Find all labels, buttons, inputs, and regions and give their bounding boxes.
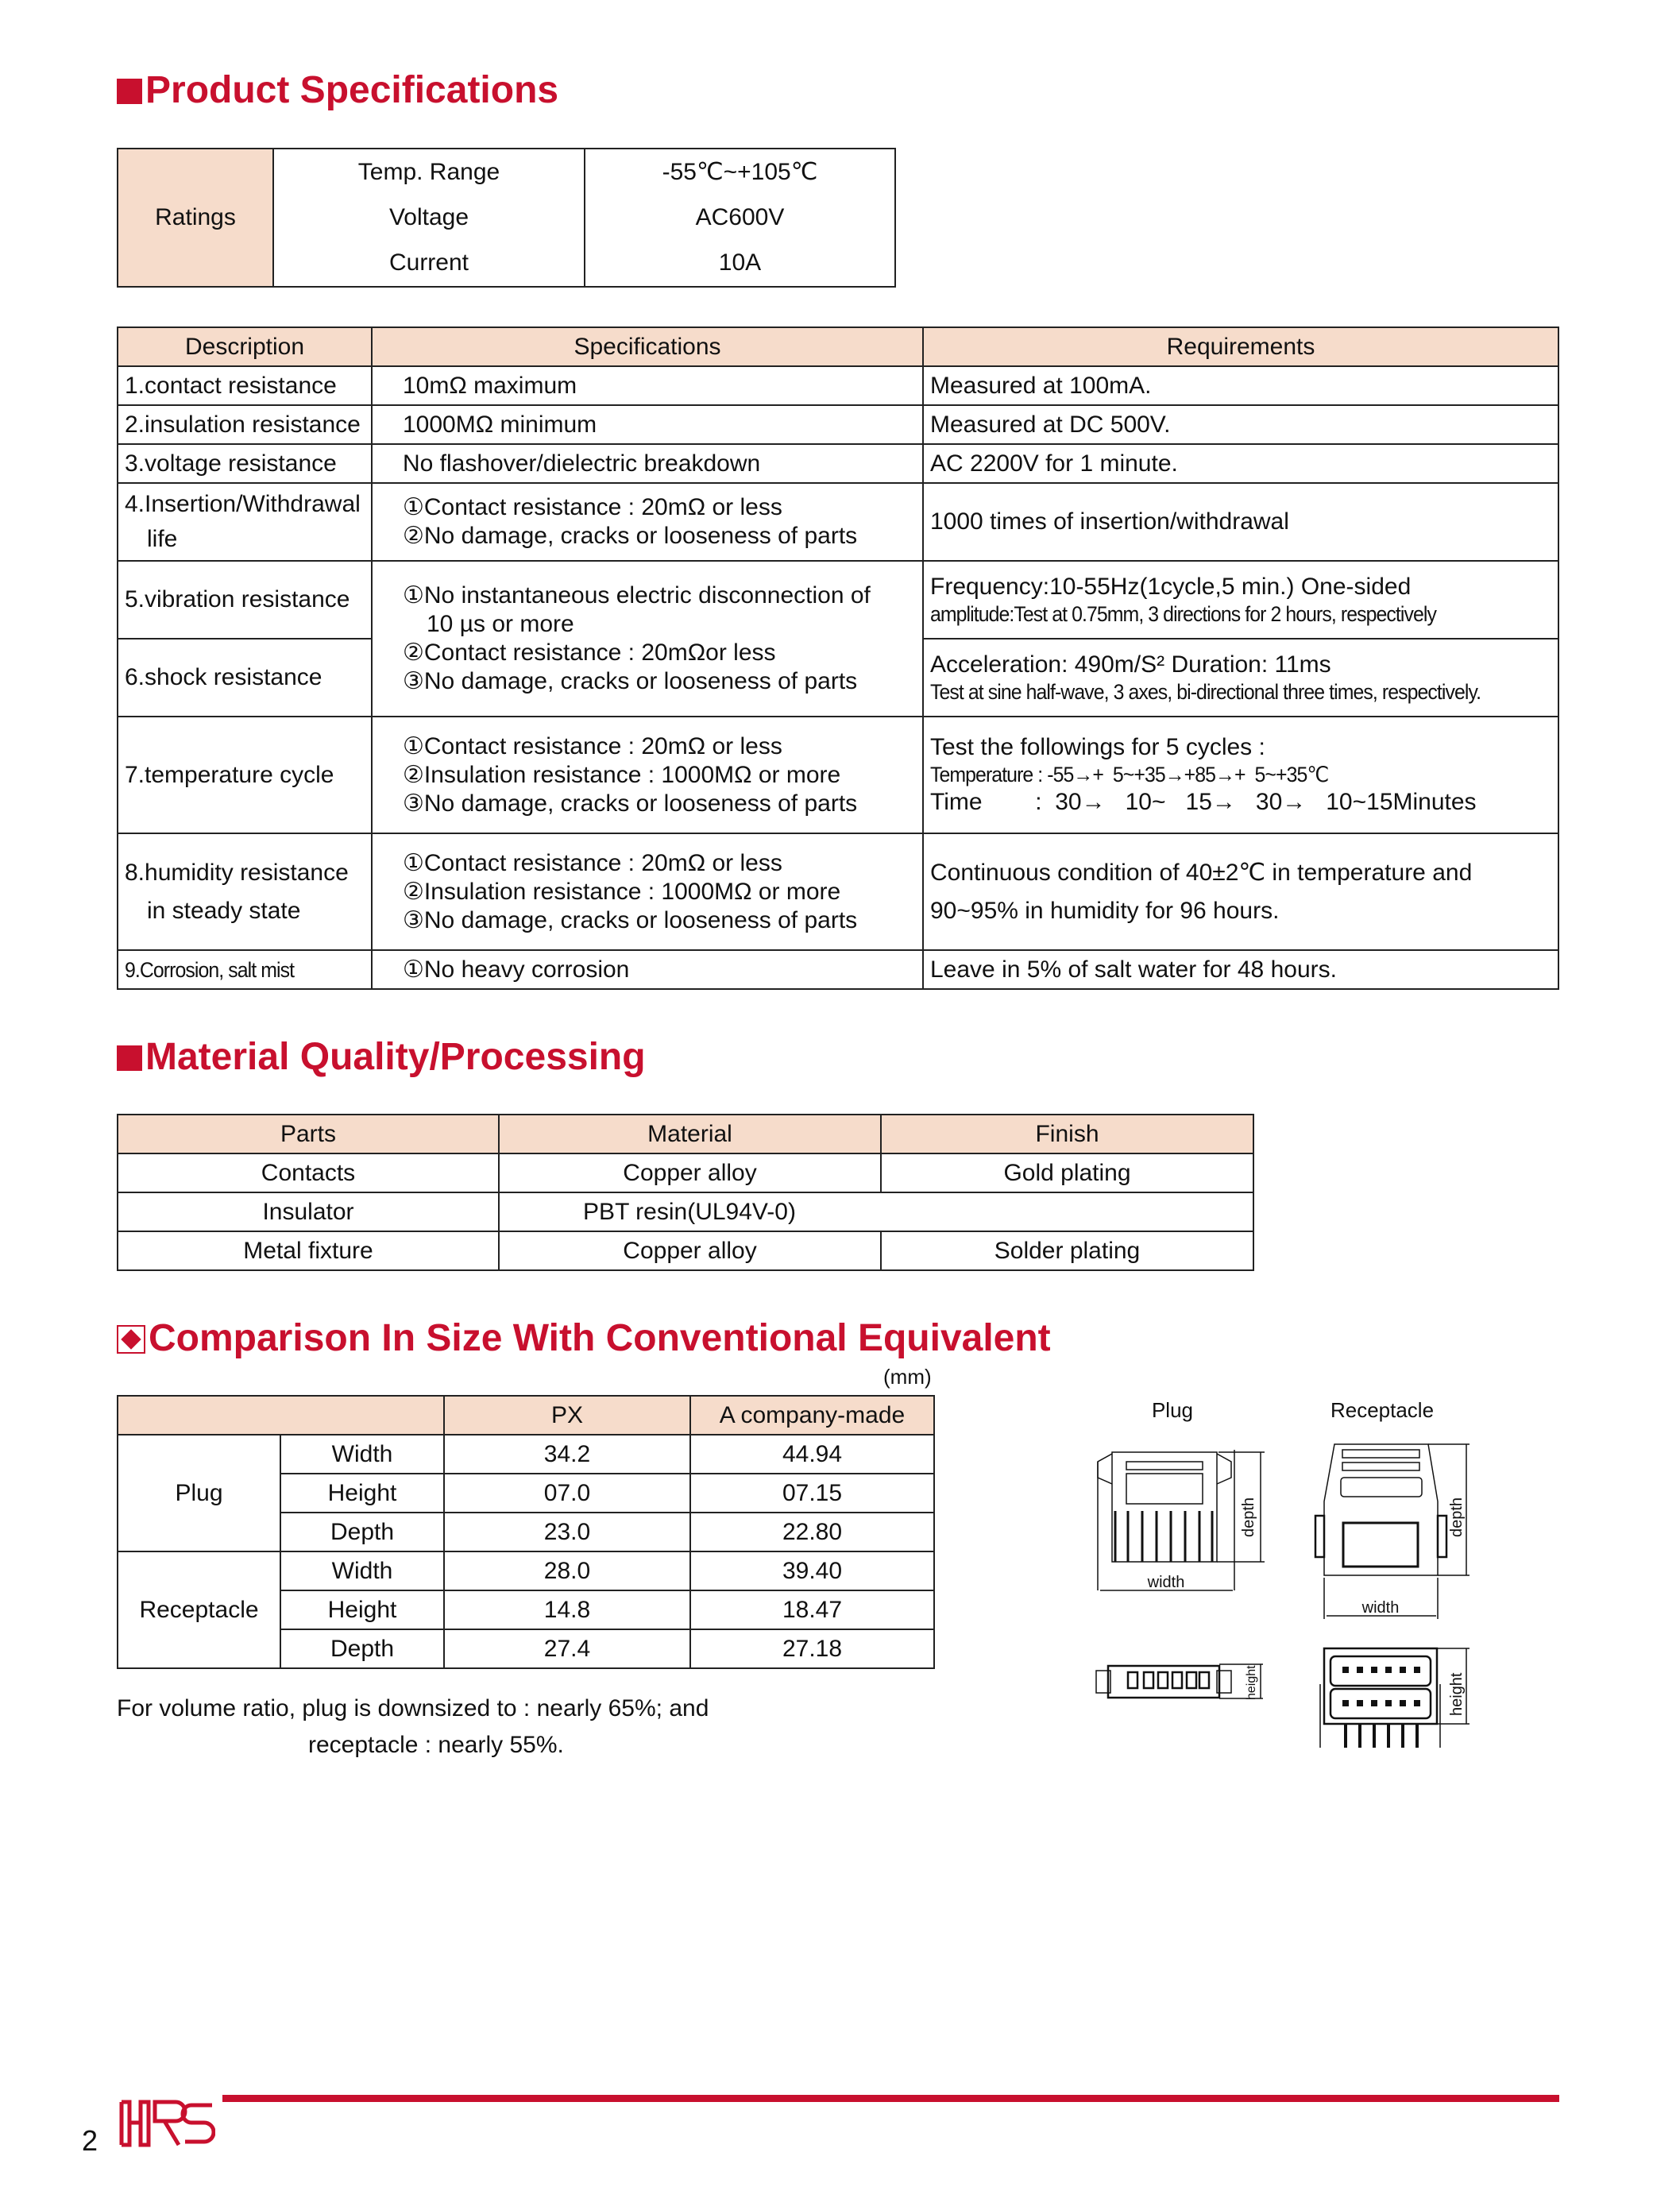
footer-rule: [222, 2095, 1559, 2102]
line: ②Insulation resistance : 1000MΩ or more: [403, 761, 841, 788]
rating-value: AC600V: [585, 195, 895, 241]
spec-cell: [372, 833, 923, 950]
part-cell: Insulator: [118, 1192, 499, 1231]
company-value: 07.15: [690, 1474, 934, 1513]
req-cell: Measured at DC 500V.: [923, 405, 1558, 444]
footnote-line: For volume ratio, plug is downsized to : nearly 65%; and: [117, 1695, 709, 1721]
line: ①Contact resistance : 20mΩ or less: [403, 494, 782, 520]
col-header: Finish: [881, 1115, 1253, 1153]
part-cell: Contacts: [118, 1153, 499, 1192]
section-title-text: Product Specifications: [145, 69, 559, 111]
req-cell: Measured at 100mA.: [923, 366, 1558, 405]
line: ③No damage, cracks or looseness of parts: [403, 668, 858, 694]
receptacle-height-label: height: [1448, 1672, 1466, 1716]
spec-cell: ①No heavy corrosion: [372, 950, 923, 989]
material-cell: Copper alloy: [499, 1231, 881, 1270]
receptacle-width-label: width: [1361, 1599, 1400, 1617]
table-row: [118, 1231, 1253, 1270]
col-header: PX: [444, 1396, 690, 1435]
desc-cell: [118, 833, 372, 950]
spec-cell: [372, 717, 923, 833]
col-header: Description: [118, 327, 372, 366]
line: in steady state: [147, 897, 301, 924]
table-row: [118, 1435, 934, 1474]
req-cell: [923, 717, 1558, 833]
part-cell: Metal fixture: [118, 1231, 499, 1270]
line: 9.Corrosion, salt mist: [125, 957, 295, 982]
req-cell: 1000 times of insertion/withdrawal: [923, 483, 1558, 561]
line: Temperature : -55→+ 5~+35→+85→+ 5~+35℃: [930, 763, 1329, 787]
spec-table: [117, 327, 1559, 990]
px-value: 28.0: [444, 1551, 690, 1590]
page-number: 2: [82, 2124, 98, 2157]
dim-label: Height: [280, 1474, 444, 1513]
company-value: 22.80: [690, 1513, 934, 1551]
line: ②Contact resistance : 20mΩor less: [403, 639, 776, 666]
line: ①No instantaneous electric disconnection of: [403, 582, 871, 609]
company-value: 44.94: [690, 1435, 934, 1474]
connector-drawings: [1072, 1382, 1565, 1764]
material-cell: PBT resin(UL94V-0): [499, 1192, 1253, 1231]
diamond-bullet-icon: [117, 1325, 145, 1354]
px-value: 23.0: [444, 1513, 690, 1551]
req-cell: AC 2200V for 1 minute.: [923, 444, 1558, 483]
section-title-text: Material Quality/Processing: [145, 1036, 646, 1078]
hrs-logo: [118, 2099, 215, 2148]
desc-cell: [118, 950, 372, 989]
square-bullet-icon: [117, 1045, 142, 1071]
table-row: [118, 366, 1558, 405]
line: 4.Insertion/Withdrawal: [125, 491, 361, 517]
dim-label: Depth: [280, 1629, 444, 1668]
receptacle-depth-label: depth: [1448, 1497, 1466, 1537]
desc-cell: 1.contact resistance: [118, 366, 372, 405]
unit-label: (mm): [883, 1365, 932, 1389]
req-cell: [923, 561, 1558, 639]
px-value: 34.2: [444, 1435, 690, 1474]
company-value: 39.40: [690, 1551, 934, 1590]
req-cell: [923, 833, 1558, 950]
table-row: [118, 561, 1558, 639]
spec-cell: 10mΩ maximum: [372, 366, 923, 405]
line: Continuous condition of 40±2℃ in temperature and: [930, 859, 1473, 886]
group-label: Receptacle: [118, 1551, 280, 1668]
line: Acceleration: 490m/S² Duration: 11ms: [930, 651, 1331, 678]
col-header: A company-made: [690, 1396, 934, 1435]
finish-cell: Gold plating: [881, 1153, 1253, 1192]
material-cell: Copper alloy: [499, 1153, 881, 1192]
square-bullet-icon: [117, 79, 142, 104]
table-row: [118, 1153, 1253, 1192]
rating-name: Current: [273, 240, 585, 287]
dim-label: Width: [280, 1551, 444, 1590]
line: amplitude:Test at 0.75mm, 3 directions for 2 hours, respectively: [930, 601, 1436, 626]
desc-cell: 6.shock resistance: [118, 639, 372, 717]
spec-cell: 1000MΩ minimum: [372, 405, 923, 444]
desc-cell: 7.temperature cycle: [118, 717, 372, 833]
finish-cell: Solder plating: [881, 1231, 1253, 1270]
receptacle-side-view: [1320, 1648, 1470, 1748]
footnote-line: receptacle : nearly 55%.: [308, 1732, 564, 1758]
rating-name: Temp. Range: [273, 149, 585, 195]
spec-cell: [372, 483, 923, 561]
line: 90~95% in humidity for 96 hours.: [930, 897, 1280, 924]
line: Time : 30→ 10~ 15→ 30→ 10~15Minutes: [930, 788, 1477, 815]
rating-value: 10A: [585, 240, 895, 287]
plug-label: Plug: [1151, 1398, 1194, 1422]
line: life: [147, 526, 178, 552]
ratings-label: Ratings: [118, 149, 273, 287]
line: ②No damage, cracks or looseness of parts: [403, 523, 858, 549]
dim-label: Depth: [280, 1513, 444, 1551]
desc-cell: 3.voltage resistance: [118, 444, 372, 483]
section-title-specs: [117, 68, 558, 112]
px-value: 14.8: [444, 1590, 690, 1629]
line: 10 µs or more: [427, 611, 574, 637]
company-value: 27.18: [690, 1629, 934, 1668]
rating-value: -55℃~+105℃: [585, 149, 895, 195]
table-row: [118, 483, 1558, 561]
line: Frequency:10-55Hz(1cycle,5 min.) One-sided: [930, 573, 1412, 600]
px-value: 07.0: [444, 1474, 690, 1513]
table-row: [118, 833, 1558, 950]
section-title-comparison: [117, 1316, 1051, 1360]
plug-height-label: height: [1245, 1665, 1258, 1700]
company-value: 18.47: [690, 1590, 934, 1629]
table-row: [118, 405, 1558, 444]
col-header: Material: [499, 1115, 881, 1153]
col-header-blank: [118, 1396, 444, 1435]
receptacle-label: Receptacle: [1330, 1398, 1435, 1422]
req-cell: Leave in 5% of salt water for 48 hours.: [923, 950, 1558, 989]
material-table: [117, 1114, 1254, 1271]
table-row: [118, 950, 1558, 989]
line: ③No damage, cracks or looseness of parts: [403, 790, 858, 817]
table-row: [118, 1551, 934, 1590]
col-header: Parts: [118, 1115, 499, 1153]
px-value: 27.4: [444, 1629, 690, 1668]
plug-side-view: [1096, 1664, 1263, 1698]
plug-depth-label: depth: [1240, 1497, 1257, 1537]
col-header: Requirements: [923, 327, 1558, 366]
desc-cell: [118, 483, 372, 561]
line: ②Insulation resistance : 1000MΩ or more: [403, 878, 841, 905]
section-title-text: Comparison In Size With Conventional Equivalent: [149, 1317, 1051, 1359]
line: Test at sine half-wave, 3 axes, bi-directional three times, respectively.: [930, 679, 1481, 704]
desc-cell: 5.vibration resistance: [118, 561, 372, 639]
comparison-table: [117, 1395, 935, 1669]
spec-cell: No flashover/dielectric breakdown: [372, 444, 923, 483]
rating-name: Voltage: [273, 195, 585, 241]
line: ③No damage, cracks or looseness of parts: [403, 906, 858, 933]
table-row: [118, 444, 1558, 483]
ratings-table: [117, 148, 896, 288]
table-row: [118, 717, 1558, 833]
col-header: Specifications: [372, 327, 923, 366]
table-row: [118, 1192, 1253, 1231]
req-cell: [923, 639, 1558, 717]
receptacle-top-view: [1315, 1444, 1470, 1619]
spec-cell: [372, 561, 923, 717]
section-title-material: [117, 1035, 646, 1079]
line: ①Contact resistance : 20mΩ or less: [403, 849, 782, 876]
line: Test the followings for 5 cycles :: [930, 734, 1265, 761]
plug-width-label: width: [1147, 1574, 1185, 1591]
desc-cell: 2.insulation resistance: [118, 405, 372, 444]
group-label: Plug: [118, 1435, 280, 1551]
dim-label: Height: [280, 1590, 444, 1629]
dim-label: Width: [280, 1435, 444, 1474]
line: ①Contact resistance : 20mΩ or less: [403, 732, 782, 759]
line: 8.humidity resistance: [125, 859, 349, 886]
